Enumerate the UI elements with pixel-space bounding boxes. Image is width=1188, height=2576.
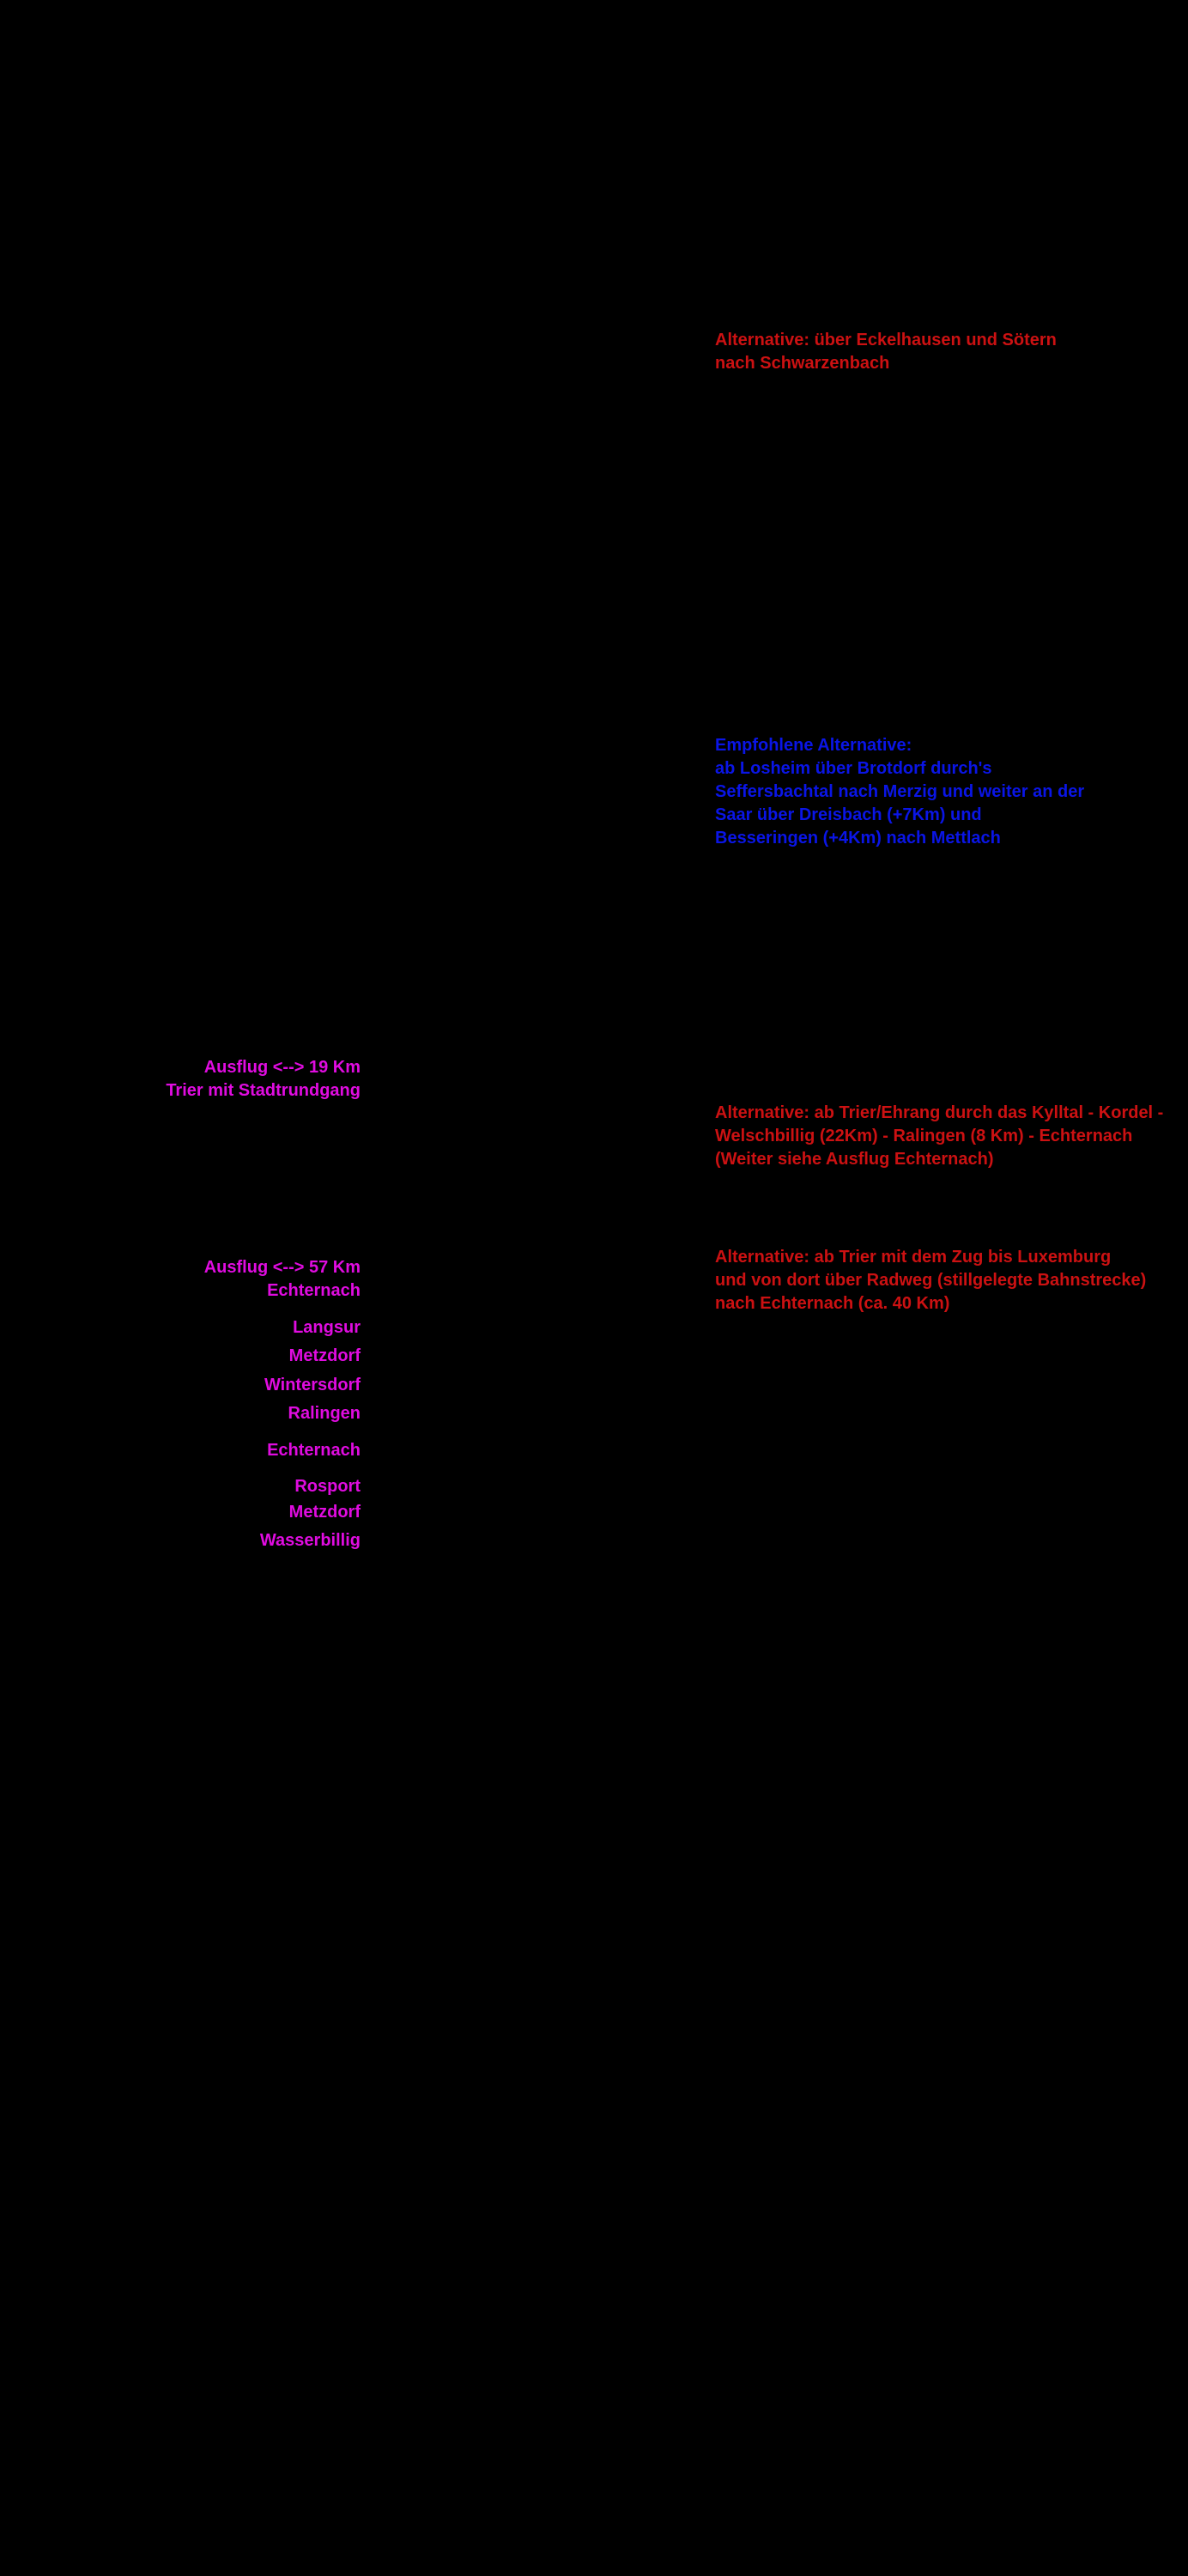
note-line: (Weiter siehe Ausflug Echternach) [715,1150,994,1169]
recommended-alternative-note-mettlach [715,734,1084,850]
note-line: Alternative: ab Trier mit dem Zug bis Luxemburg [715,1248,1112,1267]
note-line: Empfohlene Alternative: [715,736,912,755]
note-line: und von dort über Radweg (stillgelegte Bahnstrecke) [715,1271,1147,1290]
waypoint-echternach: Echternach [267,1281,361,1300]
excursion-description: Trier mit Stadtrundgang [166,1081,361,1100]
waypoint-rosport: Rosport [294,1477,361,1496]
waypoint-metzdorf-2: Metzdorf [288,1503,361,1522]
note-line: Seffersbachtal nach Merzig und weiter an der [715,782,1085,801]
excursion-trier-label [0,1056,361,1103]
note-line: Alternative: über Eckelhausen und Sötern [715,331,1057,349]
note-line: nach Schwarzenbach [715,354,890,373]
note-line: Alternative: ab Trier/Ehrang durch das Kylltal - Kordel - [715,1103,1164,1122]
note-line: ab Losheim über Brotdorf durch's [715,759,992,778]
alternative-note-kylltal [715,1102,1163,1171]
alternative-note-schwarzenbach [715,329,1057,375]
waypoint-langsur: Langsur [293,1318,361,1337]
waypoint-echternach-2: Echternach [267,1441,361,1460]
note-line: nach Echternach (ca. 40 Km) [715,1294,950,1313]
waypoint-wintersdorf: Wintersdorf [264,1376,361,1394]
waypoint-ralingen: Ralingen [288,1404,361,1423]
note-line: Saar über Dreisbach (+7Km) und [715,805,982,824]
excursion-distance: Ausflug <--> 19 Km [203,1058,361,1077]
note-line: Welschbillig (22Km) - Ralingen (8 Km) - Echternach [715,1127,1133,1145]
note-line: Besseringen (+4Km) nach Mettlach [715,829,1001,848]
waypoint-metzdorf: Metzdorf [288,1346,361,1365]
waypoint-wasserbillig: Wasserbillig [259,1531,361,1550]
alternative-note-zug-luxemburg [715,1246,1146,1315]
excursion-echternach-distance: Ausflug <--> 57 Km [203,1258,361,1277]
